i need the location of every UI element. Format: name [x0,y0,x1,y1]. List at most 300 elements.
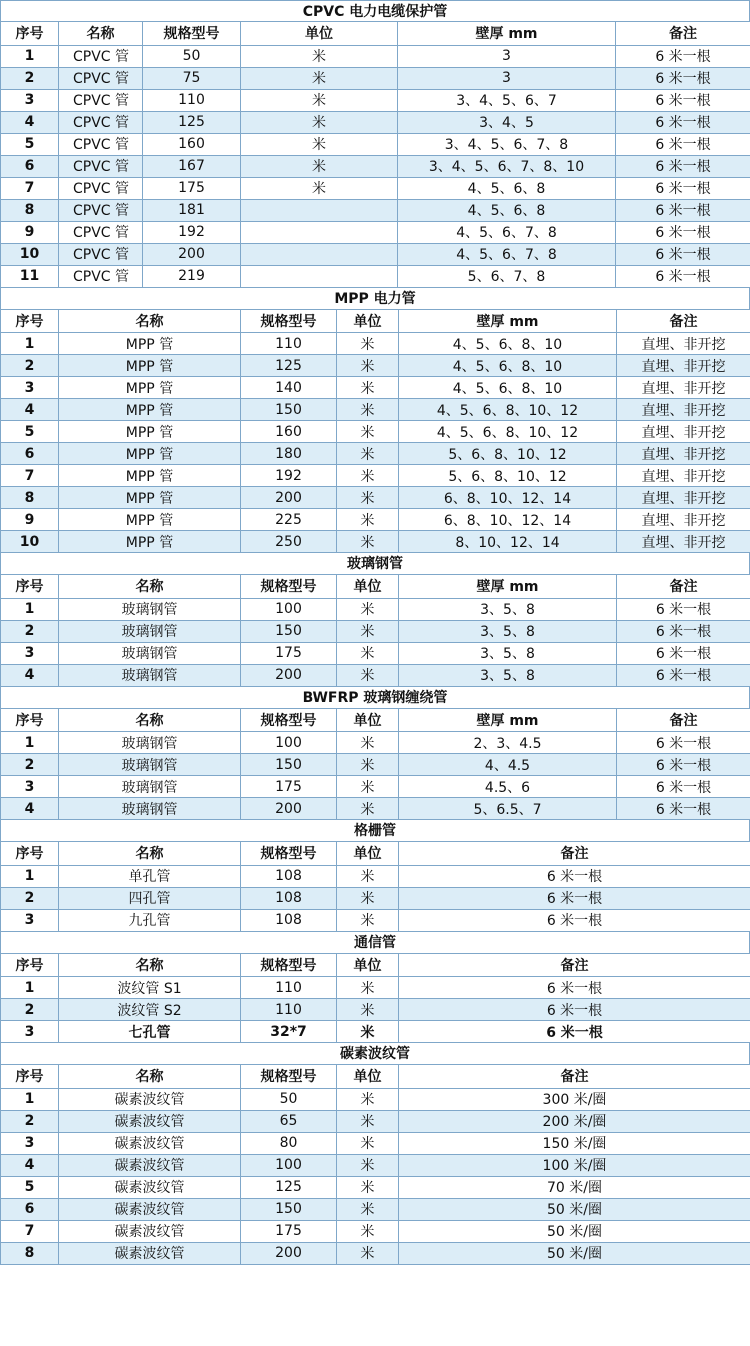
header-row [1,842,750,865]
table-cell: 6 米一根 [399,977,750,999]
table-cell: 米 [337,465,399,487]
section-6 [0,932,750,1044]
table-cell: 6 米一根 [616,133,750,155]
table-row [1,732,750,754]
table-cell: 米 [337,620,399,642]
table-cell: 1 [1,977,59,999]
section-1 [0,0,750,288]
table-cell: 10 [1,531,59,553]
table-cell: 6 米一根 [617,642,750,664]
table-row [1,620,750,642]
spec-table [0,954,750,1044]
table-row [1,89,750,111]
table-cell: 150 [241,399,337,421]
column-header: 单位 [337,310,399,333]
column-header: 单位 [337,575,399,598]
table-cell: 6 米一根 [616,243,750,265]
table-cell: 150 [241,620,337,642]
table-cell: 3、4、5 [398,111,616,133]
table-cell: 米 [337,377,399,399]
table-cell: 米 [337,798,399,820]
table-row [1,754,750,776]
table-cell: 50 米/圈 [399,1242,750,1264]
table-cell: 4 [1,399,59,421]
table-cell: 米 [241,177,398,199]
table-cell: 108 [241,887,337,909]
table-cell: 100 [241,1154,337,1176]
table-cell: 4 [1,798,59,820]
column-header: 壁厚 mm [399,575,617,598]
table-cell: 200 [241,664,337,686]
table-cell: 米 [337,664,399,686]
table-cell: MPP 管 [59,333,241,355]
section-2 [0,288,750,554]
table-cell: 6 米一根 [617,776,750,798]
table-cell: 3、4、5、6、7 [398,89,616,111]
table-row [1,1220,750,1242]
table-cell: 玻璃钢管 [59,754,241,776]
table-cell: 4、5、6、7、8 [398,221,616,243]
section-title: CPVC 电力电缆保护管 [0,0,750,22]
table-row [1,421,750,443]
table-cell: 110 [241,999,337,1021]
table-cell: 6 米一根 [399,909,750,931]
table-row [1,1088,750,1110]
table-cell: 4、5、6、8、10 [399,333,617,355]
table-cell: 8 [1,487,59,509]
column-header: 名称 [59,842,241,865]
column-header: 名称 [59,22,143,45]
table-cell: 167 [143,155,241,177]
table-cell: 米 [337,909,399,931]
table-cell: 6 米一根 [399,887,750,909]
table-cell: 6 米一根 [617,754,750,776]
table-row [1,531,750,553]
section-title: BWFRP 玻璃钢缠绕管 [0,687,750,709]
column-header: 名称 [59,709,241,732]
table-cell: 3 [1,909,59,931]
table-cell: 米 [337,1242,399,1264]
table-cell: 175 [143,177,241,199]
column-header: 备注 [617,310,750,333]
table-cell: 碳素波纹管 [59,1154,241,1176]
column-header: 单位 [337,1065,399,1088]
table-row [1,465,750,487]
column-header: 单位 [337,709,399,732]
table-cell: 米 [337,1176,399,1198]
table-cell: 九孔管 [59,909,241,931]
table-cell: 2 [1,999,59,1021]
table-cell: 3 [1,89,59,111]
table-cell: 4、5、6、8 [398,199,616,221]
table-cell: 玻璃钢管 [59,776,241,798]
table-cell: 玻璃钢管 [59,732,241,754]
table-cell: 150 米/圈 [399,1132,750,1154]
table-row [1,155,750,177]
table-cell: 碳素波纹管 [59,1242,241,1264]
column-header: 规格型号 [241,709,337,732]
table-cell: 6 米一根 [616,67,750,89]
table-cell: 175 [241,776,337,798]
column-header: 单位 [337,954,399,977]
column-header: 规格型号 [143,22,241,45]
table-cell: 108 [241,909,337,931]
table-cell: 碳素波纹管 [59,1198,241,1220]
table-cell: 8 [1,199,59,221]
column-header: 备注 [399,842,750,865]
table-cell: 9 [1,509,59,531]
table-row [1,399,750,421]
column-header: 单位 [241,22,398,45]
section-5 [0,820,750,932]
table-row [1,487,750,509]
column-header: 壁厚 mm [399,709,617,732]
table-cell: 直埋、非开挖 [617,377,750,399]
table-cell: 3、5、8 [399,664,617,686]
table-cell: 200 [241,487,337,509]
table-row [1,887,750,909]
table-cell: 米 [241,45,398,67]
table-cell: 125 [241,1176,337,1198]
table-cell: 150 [241,754,337,776]
table-cell: 110 [143,89,241,111]
table-row [1,509,750,531]
table-cell: 6 米一根 [617,732,750,754]
section-4 [0,687,750,821]
table-cell: 玻璃钢管 [59,620,241,642]
table-cell: MPP 管 [59,465,241,487]
table-cell: 米 [337,355,399,377]
table-row [1,977,750,999]
column-header: 序号 [1,1065,59,1088]
table-cell: 200 米/圈 [399,1110,750,1132]
table-cell: 3 [1,1132,59,1154]
table-cell: 米 [337,887,399,909]
table-cell: 1 [1,333,59,355]
table-cell: 6 米一根 [399,1021,750,1043]
table-cell: 5 [1,421,59,443]
table-row [1,355,750,377]
column-header: 壁厚 mm [399,310,617,333]
table-cell: 4、5、6、8、10 [399,377,617,399]
table-cell: 11 [1,265,59,287]
table-cell: 6 米一根 [616,221,750,243]
table-cell: 直埋、非开挖 [617,355,750,377]
table-cell: 3 [398,45,616,67]
column-header: 序号 [1,310,59,333]
column-header: 序号 [1,709,59,732]
table-cell: 米 [337,999,399,1021]
table-cell: 米 [337,443,399,465]
table-cell: 直埋、非开挖 [617,487,750,509]
table-row [1,67,750,89]
table-cell: CPVC 管 [59,155,143,177]
table-cell: 7 [1,1220,59,1242]
column-header: 序号 [1,954,59,977]
table-cell: 6、8、10、12、14 [399,487,617,509]
table-row [1,664,750,686]
table-cell: MPP 管 [59,509,241,531]
table-cell: CPVC 管 [59,177,143,199]
table-cell: 米 [337,1220,399,1242]
table-row [1,199,750,221]
column-header: 规格型号 [241,842,337,865]
spec-table [0,1065,750,1265]
table-cell: 米 [337,1088,399,1110]
header-row [1,954,750,977]
table-cell: 100 [241,598,337,620]
table-cell: 181 [143,199,241,221]
table-cell: 110 [241,333,337,355]
table-cell: 米 [337,865,399,887]
header-row [1,575,750,598]
table-cell: 波纹管 S2 [59,999,241,1021]
spec-table [0,310,750,554]
table-cell: 5、6.5、7 [399,798,617,820]
table-cell: 米 [337,1110,399,1132]
table-cell: 3 [398,67,616,89]
table-cell: 6 米一根 [617,598,750,620]
table-cell: 5、6、7、8 [398,265,616,287]
table-cell: 米 [337,977,399,999]
table-cell: 7 [1,465,59,487]
table-row [1,1110,750,1132]
table-cell: 140 [241,377,337,399]
table-cell: 4.5、6 [399,776,617,798]
table-cell: 50 米/圈 [399,1198,750,1220]
table-row [1,1242,750,1264]
table-cell: 单孔管 [59,865,241,887]
table-cell: CPVC 管 [59,243,143,265]
table-cell: 4 [1,1154,59,1176]
table-cell: CPVC 管 [59,265,143,287]
table-cell: 碳素波纹管 [59,1176,241,1198]
column-header: 备注 [617,575,750,598]
table-cell: 4、5、6、8、10、12 [399,421,617,443]
table-cell: 5、6、8、10、12 [399,465,617,487]
table-cell: 50 米/圈 [399,1220,750,1242]
table-cell [241,221,398,243]
table-cell: 直埋、非开挖 [617,531,750,553]
header-row [1,709,750,732]
table-row [1,999,750,1021]
table-cell: 3、5、8 [399,642,617,664]
table-cell: 米 [241,67,398,89]
section-title: 格栅管 [0,820,750,842]
header-row [1,1065,750,1088]
table-row [1,443,750,465]
table-cell: 6 米一根 [399,865,750,887]
column-header: 规格型号 [241,575,337,598]
table-cell: 4、5、6、7、8 [398,243,616,265]
column-header: 规格型号 [241,310,337,333]
table-cell: 米 [241,111,398,133]
table-row [1,642,750,664]
section-7 [0,1043,750,1265]
header-row [1,310,750,333]
table-cell: 2 [1,1110,59,1132]
table-cell: 6 米一根 [616,89,750,111]
table-cell: 108 [241,865,337,887]
table-cell: 直埋、非开挖 [617,333,750,355]
table-cell: 125 [241,355,337,377]
column-header: 壁厚 mm [398,22,616,45]
table-row [1,865,750,887]
column-header: 规格型号 [241,954,337,977]
table-cell: 2 [1,67,59,89]
table-cell: 米 [337,333,399,355]
table-row [1,45,750,67]
table-cell: CPVC 管 [59,221,143,243]
table-cell: 米 [241,133,398,155]
table-row [1,177,750,199]
table-cell: 米 [337,642,399,664]
table-cell: 250 [241,531,337,553]
table-cell: 4、4.5 [399,754,617,776]
table-row [1,377,750,399]
table-cell: 米 [337,1198,399,1220]
table-cell: 1 [1,865,59,887]
table-row [1,776,750,798]
table-cell: 5 [1,1176,59,1198]
column-header: 名称 [59,575,241,598]
table-cell: 6 米一根 [617,798,750,820]
table-row [1,1176,750,1198]
table-cell: 6 米一根 [616,111,750,133]
table-cell: 7 [1,177,59,199]
table-row [1,243,750,265]
table-cell: 175 [241,1220,337,1242]
table-cell: 4、5、6、8 [398,177,616,199]
table-cell: 200 [241,798,337,820]
table-cell: 直埋、非开挖 [617,421,750,443]
table-cell: 米 [337,776,399,798]
table-cell: 2 [1,620,59,642]
table-cell: 米 [337,509,399,531]
table-cell: 9 [1,221,59,243]
table-cell: 直埋、非开挖 [617,399,750,421]
table-cell: 6 米一根 [399,999,750,1021]
table-cell: 10 [1,243,59,265]
table-row [1,333,750,355]
column-header: 名称 [59,1065,241,1088]
table-cell: 6 [1,155,59,177]
table-cell: MPP 管 [59,487,241,509]
table-cell: 8 [1,1242,59,1264]
table-cell: 玻璃钢管 [59,598,241,620]
table-cell: 70 米/圈 [399,1176,750,1198]
column-header: 单位 [337,842,399,865]
column-header: 规格型号 [241,1065,337,1088]
section-3 [0,553,750,687]
table-cell [241,243,398,265]
table-cell: 6 米一根 [616,177,750,199]
table-cell: 玻璃钢管 [59,798,241,820]
table-cell: 碳素波纹管 [59,1110,241,1132]
table-cell: 100 米/圈 [399,1154,750,1176]
table-cell: 75 [143,67,241,89]
table-cell: 6 米一根 [617,664,750,686]
table-cell: 100 [241,732,337,754]
table-cell: 1 [1,45,59,67]
table-cell: 米 [337,1021,399,1043]
table-cell: 3、4、5、6、7、8 [398,133,616,155]
section-title: 玻璃钢管 [0,553,750,575]
table-cell: 6 米一根 [616,265,750,287]
table-cell: 4 [1,664,59,686]
table-cell: CPVC 管 [59,133,143,155]
table-cell: 6 米一根 [617,620,750,642]
table-cell: 6 米一根 [616,45,750,67]
table-cell: 80 [241,1132,337,1154]
table-row [1,598,750,620]
column-header: 备注 [616,22,750,45]
table-cell: 玻璃钢管 [59,664,241,686]
table-cell: 3 [1,776,59,798]
table-cell: 米 [337,754,399,776]
table-cell: 3、5、8 [399,620,617,642]
column-header: 序号 [1,22,59,45]
table-cell: 32*7 [241,1021,337,1043]
table-cell: 米 [337,421,399,443]
table-cell: CPVC 管 [59,67,143,89]
table-cell: 玻璃钢管 [59,642,241,664]
table-row [1,1198,750,1220]
table-row [1,265,750,287]
table-cell: 3 [1,642,59,664]
table-row [1,1154,750,1176]
table-cell: 175 [241,642,337,664]
spec-table [0,842,750,932]
table-cell: 4、5、6、8、10、12 [399,399,617,421]
table-cell: MPP 管 [59,399,241,421]
table-cell: 2、3、4.5 [399,732,617,754]
table-cell: 6 [1,443,59,465]
table-cell: 192 [143,221,241,243]
table-cell: 米 [337,1132,399,1154]
table-row [1,221,750,243]
table-row [1,1021,750,1043]
table-cell: 碳素波纹管 [59,1088,241,1110]
section-title: 碳素波纹管 [0,1043,750,1065]
table-cell: 6 米一根 [616,155,750,177]
table-cell: 直埋、非开挖 [617,509,750,531]
table-cell: 米 [337,531,399,553]
table-cell: 300 米/圈 [399,1088,750,1110]
table-cell: 米 [337,732,399,754]
column-header: 备注 [617,709,750,732]
table-cell: 150 [241,1198,337,1220]
table-cell: 160 [241,421,337,443]
table-cell: 4 [1,111,59,133]
table-cell: CPVC 管 [59,89,143,111]
table-row [1,1132,750,1154]
table-row [1,133,750,155]
table-cell: 160 [143,133,241,155]
table-cell: 180 [241,443,337,465]
column-header: 名称 [59,310,241,333]
table-cell: 碳素波纹管 [59,1220,241,1242]
table-cell: 2 [1,887,59,909]
table-cell: 碳素波纹管 [59,1132,241,1154]
table-cell: 波纹管 S1 [59,977,241,999]
table-cell: 200 [241,1242,337,1264]
table-cell [241,265,398,287]
table-cell: CPVC 管 [59,111,143,133]
spec-table [0,709,750,821]
table-cell: MPP 管 [59,377,241,399]
table-cell: 192 [241,465,337,487]
